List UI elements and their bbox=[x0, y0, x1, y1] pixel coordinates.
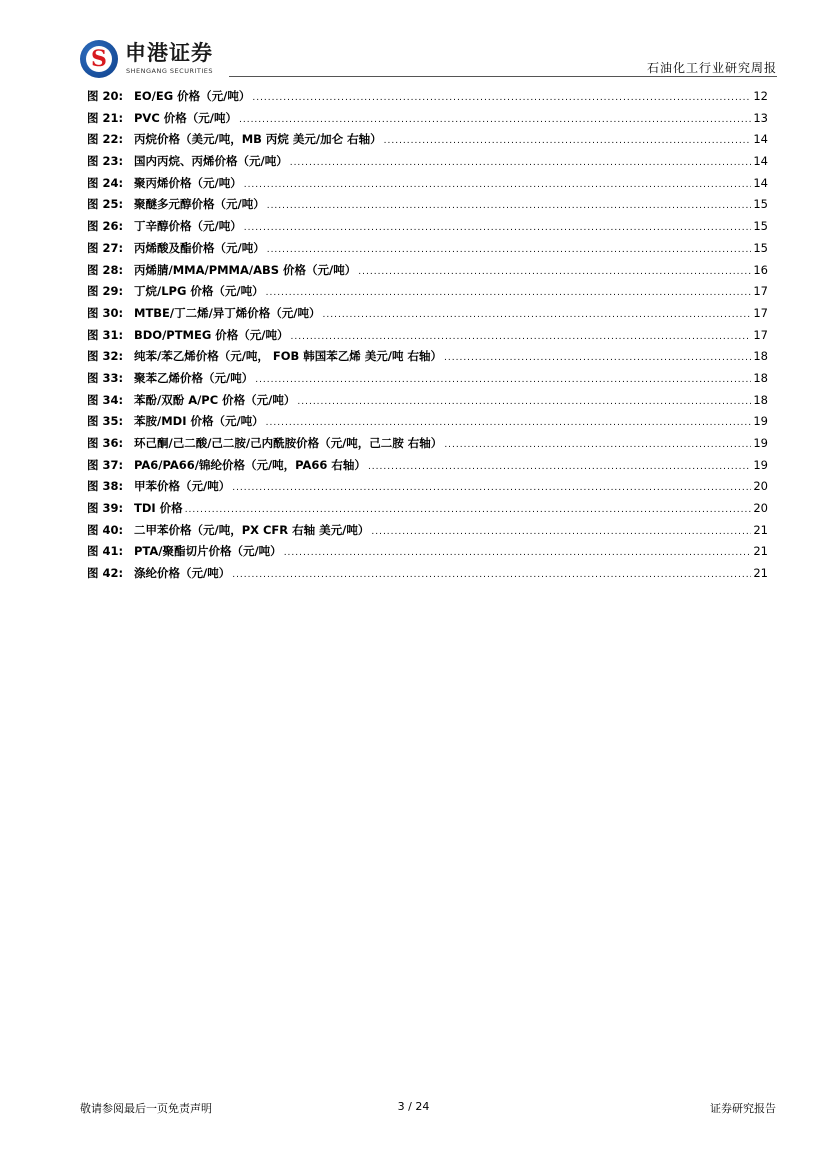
toc-entry[interactable] bbox=[87, 411, 768, 433]
toc-figure-number: 图 24: bbox=[87, 175, 124, 190]
toc-page-number: 21 bbox=[753, 544, 768, 559]
toc-leader-dots bbox=[444, 348, 751, 370]
toc-leader-dots bbox=[297, 392, 751, 414]
toc-figure-number: 图 32: bbox=[87, 349, 124, 364]
toc-figure-title: PA6/PA66/锦纶价格（元/吨，PA66 右轴） bbox=[134, 457, 366, 472]
toc-figure-title: PTA/聚酯切片价格（元/吨） bbox=[134, 544, 282, 559]
toc-page-number: 18 bbox=[753, 392, 768, 407]
toc-page-number: 18 bbox=[753, 349, 768, 364]
toc-leader-dots bbox=[255, 370, 751, 392]
toc-figure-number: 图 22: bbox=[87, 132, 124, 147]
company-logo bbox=[80, 40, 230, 78]
toc-entry[interactable] bbox=[87, 303, 768, 325]
toc-leader-dots bbox=[185, 500, 752, 522]
toc-page-number: 16 bbox=[753, 262, 768, 277]
footer-disclaimer: 敬请参阅最后一页免责声明 bbox=[80, 1102, 212, 1115]
toc-leader-dots bbox=[371, 522, 751, 544]
toc-leader-dots bbox=[244, 218, 752, 240]
toc-leader-dots bbox=[444, 435, 751, 457]
toc-page-number: 17 bbox=[753, 305, 768, 320]
toc-figure-number: 图 30: bbox=[87, 305, 124, 320]
toc-figure-number: 图 41: bbox=[87, 544, 124, 559]
toc-page-number: 17 bbox=[753, 327, 768, 342]
toc-figure-title: 丁辛醇价格（元/吨） bbox=[134, 219, 242, 234]
toc-entry[interactable] bbox=[87, 260, 768, 282]
toc-figure-title: MTBE/丁二烯/异丁烯价格（元/吨） bbox=[134, 305, 321, 320]
toc-figure-number: 图 29: bbox=[87, 284, 124, 299]
toc-figure-number: 图 28: bbox=[87, 262, 124, 277]
toc-page-number: 15 bbox=[753, 197, 768, 212]
toc-page-number: 14 bbox=[753, 175, 768, 190]
toc-figure-number: 图 33: bbox=[87, 370, 124, 385]
toc-entry[interactable] bbox=[87, 194, 768, 216]
toc-figure-title: 丙烯酸及酯价格（元/吨） bbox=[134, 240, 265, 255]
toc-figure-title: 聚苯乙烯价格（元/吨） bbox=[134, 370, 254, 385]
toc-figure-title: 聚醚多元醇价格（元/吨） bbox=[134, 197, 265, 212]
toc-leader-dots bbox=[291, 327, 752, 349]
toc-figure-title: 丙烷价格（美元/吨，MB 丙烷 美元/加仑 右轴） bbox=[134, 132, 382, 147]
toc-page-number: 13 bbox=[753, 110, 768, 125]
toc-page-number: 19 bbox=[753, 414, 768, 429]
toc-entry[interactable] bbox=[87, 455, 768, 477]
toc-figure-title: EO/EG 价格（元/吨） bbox=[134, 89, 251, 103]
toc-page-number: 21 bbox=[753, 566, 768, 581]
toc-figure-title: 丙烯腈/MMA/PMMA/ABS 价格（元/吨） bbox=[134, 262, 357, 277]
toc-leader-dots bbox=[267, 196, 752, 218]
toc-page-number: 18 bbox=[753, 370, 768, 385]
toc-entry[interactable] bbox=[87, 476, 768, 498]
toc-page-number: 15 bbox=[753, 240, 768, 255]
toc-figure-number: 图 26: bbox=[87, 219, 124, 234]
footer-page-number: 3 / 24 bbox=[397, 1100, 430, 1113]
toc-figure-number: 图 25: bbox=[87, 197, 124, 212]
toc-figure-title: 苯胺/MDI 价格（元/吨） bbox=[134, 414, 264, 429]
toc-figure-number: 图 38: bbox=[87, 479, 124, 494]
toc-entry[interactable] bbox=[87, 368, 768, 390]
toc-page-number: 14 bbox=[753, 132, 768, 147]
toc-entry[interactable] bbox=[87, 520, 768, 542]
toc-figure-number: 图 31: bbox=[87, 327, 124, 342]
toc-figure-title: 聚丙烯价格（元/吨） bbox=[134, 175, 242, 190]
toc-entry[interactable] bbox=[87, 86, 768, 108]
toc-leader-dots bbox=[290, 153, 752, 175]
figure-list bbox=[87, 86, 768, 585]
toc-entry[interactable] bbox=[87, 108, 768, 130]
toc-figure-number: 图 21: bbox=[87, 110, 124, 125]
toc-leader-dots bbox=[384, 131, 752, 153]
toc-entry[interactable] bbox=[87, 216, 768, 238]
toc-figure-title: 纯苯/苯乙烯价格（元/吨， FOB 韩国苯乙烯 美元/吨 右轴） bbox=[134, 349, 443, 364]
toc-figure-number: 图 27: bbox=[87, 240, 124, 255]
toc-figure-number: 图 35: bbox=[87, 414, 124, 429]
toc-entry[interactable] bbox=[87, 563, 768, 585]
toc-figure-number: 图 34: bbox=[87, 392, 124, 407]
toc-figure-number: 图 37: bbox=[87, 457, 124, 472]
toc-entry[interactable] bbox=[87, 281, 768, 303]
toc-leader-dots bbox=[244, 175, 752, 197]
toc-page-number: 20 bbox=[753, 479, 768, 494]
toc-figure-title: 苯酚/双酚 A/PC 价格（元/吨） bbox=[134, 392, 296, 407]
toc-figure-title: 涤纶价格（元/吨） bbox=[134, 566, 231, 581]
toc-page-number: 14 bbox=[753, 154, 768, 169]
toc-figure-number: 图 40: bbox=[87, 522, 124, 537]
toc-figure-title: TDI 价格 bbox=[134, 501, 183, 516]
toc-figure-title: 二甲苯价格（元/吨，PX CFR 右轴 美元/吨） bbox=[134, 522, 370, 537]
toc-figure-title: 国内丙烷、丙烯价格（元/吨） bbox=[134, 154, 288, 169]
toc-page-number: 19 bbox=[753, 457, 768, 472]
toc-figure-title: PVC 价格（元/吨） bbox=[134, 110, 237, 125]
toc-figure-title: 甲苯价格（元/吨） bbox=[134, 479, 231, 494]
header-divider bbox=[229, 76, 777, 77]
toc-leader-dots bbox=[232, 565, 751, 587]
toc-entry[interactable] bbox=[87, 541, 768, 563]
toc-page-number: 20 bbox=[753, 501, 768, 516]
toc-entry[interactable] bbox=[87, 498, 768, 520]
footer-report-type: 证券研究报告 bbox=[710, 1102, 776, 1115]
logo-chinese-name: 申港证券 bbox=[125, 41, 213, 65]
toc-page-number: 12 bbox=[753, 89, 768, 103]
toc-figure-number: 图 36: bbox=[87, 436, 124, 450]
toc-leader-dots bbox=[232, 478, 751, 500]
toc-page-number: 15 bbox=[753, 219, 768, 234]
report-title: 石油化工行业研究周报 bbox=[646, 61, 777, 75]
logo-english-name: SHENGANG SECURITIES bbox=[126, 67, 214, 75]
toc-leader-dots bbox=[267, 240, 752, 262]
logo-emblem-icon: S bbox=[80, 40, 118, 78]
toc-leader-dots bbox=[284, 543, 752, 565]
toc-entry[interactable] bbox=[87, 325, 768, 347]
toc-figure-number: 图 42: bbox=[87, 566, 124, 581]
toc-entry[interactable] bbox=[87, 390, 768, 412]
toc-leader-dots bbox=[358, 262, 751, 284]
toc-leader-dots bbox=[252, 88, 751, 110]
toc-page-number: 17 bbox=[753, 284, 768, 299]
toc-page-number: 19 bbox=[753, 436, 768, 450]
toc-entry[interactable] bbox=[87, 238, 768, 260]
toc-entry[interactable] bbox=[87, 151, 768, 173]
toc-figure-number: 图 20: bbox=[87, 89, 124, 103]
toc-entry[interactable] bbox=[87, 129, 768, 151]
toc-figure-title: 丁烷/LPG 价格（元/吨） bbox=[134, 284, 264, 299]
toc-figure-title: 环己酮/己二酸/己二胺/己内酰胺价格（元/吨，己二胺 右轴） bbox=[134, 436, 443, 450]
toc-figure-number: 图 23: bbox=[87, 154, 124, 169]
toc-figure-title: BDO/PTMEG 价格（元/吨） bbox=[134, 327, 289, 342]
toc-leader-dots bbox=[266, 283, 752, 305]
toc-leader-dots bbox=[368, 457, 751, 479]
toc-leader-dots bbox=[239, 110, 751, 132]
toc-leader-dots bbox=[323, 305, 752, 327]
toc-page-number: 21 bbox=[753, 522, 768, 537]
toc-figure-number: 图 39: bbox=[87, 501, 124, 516]
toc-entry[interactable] bbox=[87, 346, 768, 368]
toc-entry[interactable] bbox=[87, 173, 768, 195]
toc-leader-dots bbox=[266, 413, 752, 435]
toc-entry[interactable] bbox=[87, 433, 768, 455]
